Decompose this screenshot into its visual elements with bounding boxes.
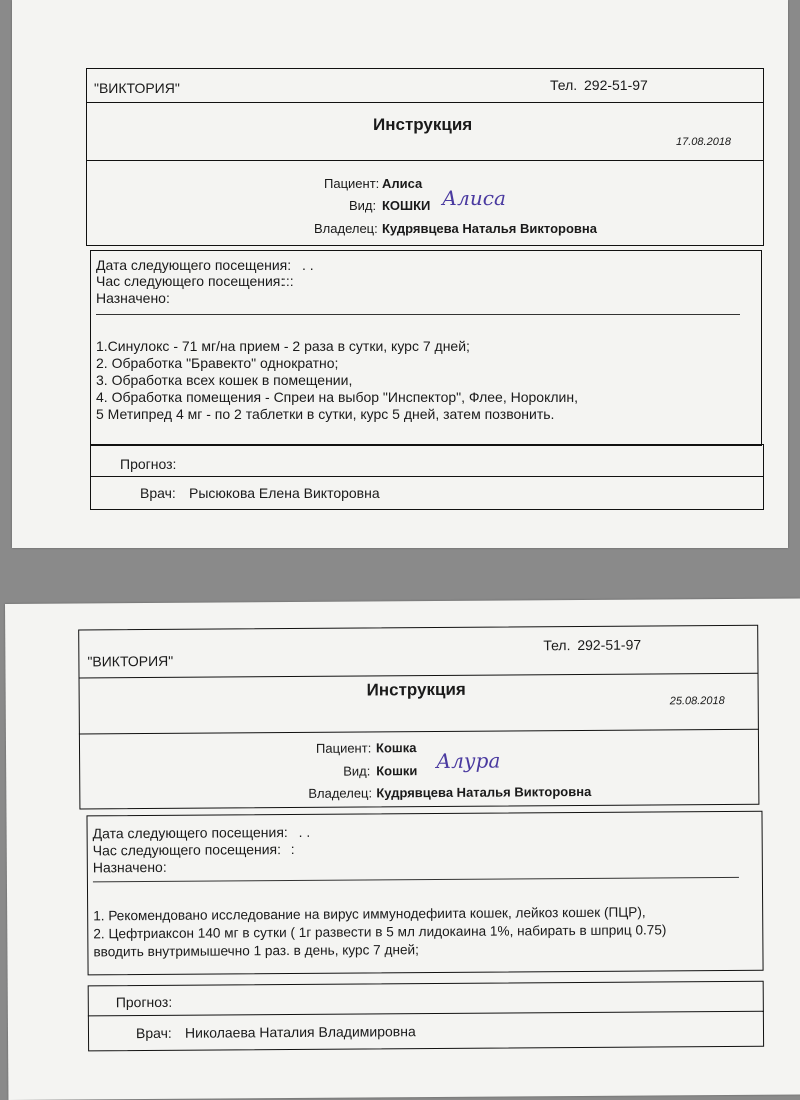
next-visit-time-value: ::: xyxy=(282,273,294,289)
prescription-line: 1.Синулокс - 71 мг/на прием - 2 раза в сутки, курс 7 дней; xyxy=(96,338,470,354)
handwritten-signature: Алура xyxy=(436,748,501,773)
visit-date: 17.08.2018 xyxy=(676,136,732,148)
header-box xyxy=(78,625,759,810)
handwritten-signature: Алиса xyxy=(442,186,506,210)
next-visit-time-label: Час следующего посещения: xyxy=(96,273,285,289)
phone-number: 292-51-97 xyxy=(584,77,648,93)
instruction-sheet-1 xyxy=(12,0,788,548)
patient-label: Пациент: xyxy=(315,740,372,756)
next-visit-date-label: Дата следующего посещения: xyxy=(92,824,288,842)
species-label: Вид: xyxy=(343,763,371,779)
owner-name: Кудрявцева Наталья Викторовна xyxy=(382,221,597,236)
page-title: Инструкция xyxy=(366,679,466,700)
doctor-name: Николаева Наталия Владимировна xyxy=(184,1023,416,1041)
prescribed-label: Назначено: xyxy=(92,858,167,876)
species-label: Вид: xyxy=(349,198,377,213)
divider xyxy=(96,314,740,315)
phone-label: Тел. xyxy=(543,637,571,654)
prognosis-label: Прогноз: xyxy=(115,993,173,1011)
doctor-label: Врач: xyxy=(140,485,176,501)
prescription-line: 1. Рекомендовано исследование на вирус иммунодефиита кошек, лейкоз кошек (ПЦР), xyxy=(93,904,646,924)
next-visit-time-value: : xyxy=(290,840,295,858)
clinic-name: "ВИКТОРИЯ" xyxy=(94,80,180,96)
species-value: КОШКИ xyxy=(382,198,431,213)
doctor-name: Рысюкова Елена Викторовна xyxy=(189,485,380,501)
prescription-line: 5 Метипред 4 мг - по 2 таблетки в сутки, курс 5 дней, затем позвонить. xyxy=(96,406,555,422)
prescribed-label: Назначено: xyxy=(96,290,170,306)
clinic-name: "ВИКТОРИЯ" xyxy=(87,652,174,670)
patient-name: Алиса xyxy=(382,176,423,191)
prescription-line: 2. Цефтриаксон 140 мг в сутки ( 1г развести в 5 мл лидокаина 1%, набирать в шприц 0.75) xyxy=(93,922,667,942)
visit-date: 25.08.2018 xyxy=(669,694,725,708)
owner-label: Владелец: xyxy=(314,221,378,236)
phone-label: Тел. xyxy=(550,77,578,93)
owner-name: Кудрявцева Наталья Викторовна xyxy=(376,783,592,801)
prognosis-label: Прогноз: xyxy=(120,456,177,472)
patient-name: Кошка xyxy=(375,740,417,756)
next-visit-time-label: Час следующего посещения: xyxy=(92,841,282,859)
patient-label: Пациент: xyxy=(324,176,380,191)
divider xyxy=(86,102,764,103)
prescription-line: 4. Обработка помещения - Спреи на выбор "Инспектор", Флее, Нороклин, xyxy=(96,389,578,405)
phone-number: 292-51-97 xyxy=(577,636,642,654)
prescription-line: 2. Обработка "Бравекто" однократно; xyxy=(96,355,339,371)
prescription-line: вводить внутримышечно 1 раз. в день, курс 7 дней; xyxy=(93,942,419,960)
next-visit-date-value: . . xyxy=(302,257,314,273)
divider xyxy=(90,476,764,477)
page-title: Инструкция xyxy=(373,115,473,134)
next-visit-date-value: . . xyxy=(298,823,311,840)
species-value: Кошки xyxy=(376,763,418,779)
next-visit-date-label: Дата следующего посещения: xyxy=(96,257,292,273)
owner-label: Владелец: xyxy=(308,785,373,801)
prescription-line: 3. Обработка всех кошек в помещении, xyxy=(96,372,353,388)
divider xyxy=(86,160,764,161)
instruction-sheet-2 xyxy=(5,598,800,1100)
doctor-label: Врач: xyxy=(135,1024,172,1042)
